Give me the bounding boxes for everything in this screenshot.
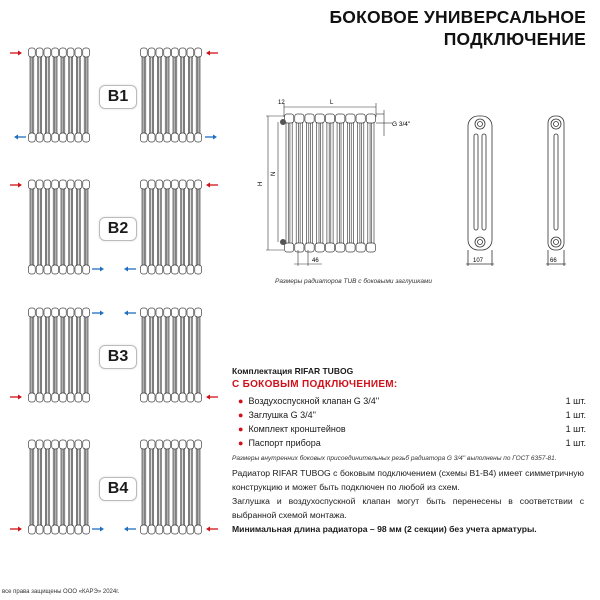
supply-arrow-icon bbox=[206, 527, 218, 532]
description-p1: Радиатор RIFAR TUBOG с боковым подключением (схемы В1-В4) имеет симметричную конструкцию и может быть подключен по любой из схем. bbox=[232, 468, 584, 492]
title-line-2: ПОДКЛЮЧЕНИЕ bbox=[443, 29, 586, 49]
radiator bbox=[29, 180, 90, 274]
radiator bbox=[141, 180, 202, 274]
radiator bbox=[29, 440, 90, 534]
bullet-icon: ● bbox=[238, 424, 244, 434]
kit-item bbox=[232, 394, 586, 408]
title-line-1: БОКОВОЕ УНИВЕРСАЛЬНОЕ bbox=[329, 7, 586, 27]
kit-section bbox=[232, 366, 586, 462]
drawing-caption: Размеры радиаторов TUB с боковыми заглушками bbox=[275, 278, 433, 285]
copyright: все права защищены ООО «КАРЭ» 2024г. bbox=[2, 589, 120, 595]
kit-item-qty: 1 шт. bbox=[565, 396, 586, 406]
scheme-label: B3 bbox=[99, 345, 137, 369]
supply-arrow-icon bbox=[10, 51, 22, 56]
return-arrow-icon bbox=[124, 527, 136, 532]
radiator bbox=[141, 308, 202, 402]
radiator bbox=[29, 48, 90, 142]
supply-arrow-icon bbox=[206, 183, 218, 188]
kit-item-name: Заглушка G 3/4'' bbox=[248, 410, 317, 420]
kit-item-name: Комплект кронштейнов bbox=[248, 424, 346, 434]
dim-46-label: 46 bbox=[312, 258, 319, 264]
radiator bbox=[285, 114, 376, 252]
supply-arrow-icon bbox=[206, 51, 218, 56]
kit-item bbox=[232, 408, 586, 422]
side-view-wide bbox=[466, 116, 494, 266]
return-arrow-icon bbox=[124, 311, 136, 316]
description-p3: Минимальная длина радиатора – 98 мм (2 секции) без учета арматуры. bbox=[232, 524, 537, 534]
kit-item-name: Паспорт прибора bbox=[248, 438, 321, 448]
bullet-icon: ● bbox=[238, 438, 244, 448]
radiator bbox=[141, 440, 202, 534]
kit-item-qty: 1 шт. bbox=[565, 438, 586, 448]
return-arrow-icon bbox=[92, 527, 104, 532]
supply-arrow-icon bbox=[10, 395, 22, 400]
technical-drawing bbox=[250, 90, 590, 280]
bullet-icon: ● bbox=[238, 410, 244, 420]
return-arrow-icon bbox=[92, 311, 104, 316]
side-view-narrow bbox=[546, 116, 566, 266]
return-arrow-icon bbox=[14, 135, 26, 140]
dim-n-label: N bbox=[271, 171, 277, 176]
kit-item-qty: 1 шт. bbox=[565, 410, 586, 420]
scheme-label: B1 bbox=[99, 85, 137, 109]
dim-12-label: 12 bbox=[278, 100, 285, 106]
kit-item bbox=[232, 436, 586, 450]
dim-107-label: 107 bbox=[473, 258, 484, 264]
supply-arrow-icon bbox=[206, 395, 218, 400]
page-title bbox=[329, 6, 586, 50]
kit-heading: Комплектация RIFAR TUBOG bbox=[232, 366, 354, 376]
return-arrow-icon bbox=[92, 267, 104, 272]
dim-l-label: L bbox=[330, 100, 334, 106]
kit-item-qty: 1 шт. bbox=[565, 424, 586, 434]
scheme-b4 bbox=[0, 432, 230, 542]
description-p2: Заглушка и воздухоспускной клапан могут быть перенесены в соответствии с выбранной схемой монтажа. bbox=[232, 496, 584, 520]
radiator bbox=[29, 308, 90, 402]
dim-h-label: H bbox=[258, 181, 264, 186]
bullet-icon: ● bbox=[238, 396, 244, 406]
kit-item-name: Воздухоспускной клапан G 3/4'' bbox=[248, 396, 380, 406]
return-arrow-icon bbox=[205, 135, 217, 140]
radiator bbox=[141, 48, 202, 142]
dim-66-label: 66 bbox=[550, 258, 557, 264]
thread-label: G 3/4'' bbox=[392, 121, 411, 128]
scheme-label: B2 bbox=[99, 217, 137, 241]
scheme-b1 bbox=[0, 40, 230, 150]
kit-item bbox=[232, 422, 586, 436]
supply-arrow-icon bbox=[10, 527, 22, 532]
description bbox=[232, 466, 584, 536]
return-arrow-icon bbox=[124, 267, 136, 272]
front-view bbox=[280, 114, 376, 252]
kit-note: Размеры внутренних боковых присоединительных резьб радиатора G 3/4'' выполнены по ГОСТ 6357-81. bbox=[232, 455, 557, 462]
scheme-b2 bbox=[0, 172, 230, 282]
scheme-label: B4 bbox=[99, 477, 137, 501]
kit-subheading: С БОКОВЫМ ПОДКЛЮЧЕНИЕМ: bbox=[232, 379, 398, 390]
scheme-b3 bbox=[0, 300, 230, 410]
supply-arrow-icon bbox=[10, 183, 22, 188]
